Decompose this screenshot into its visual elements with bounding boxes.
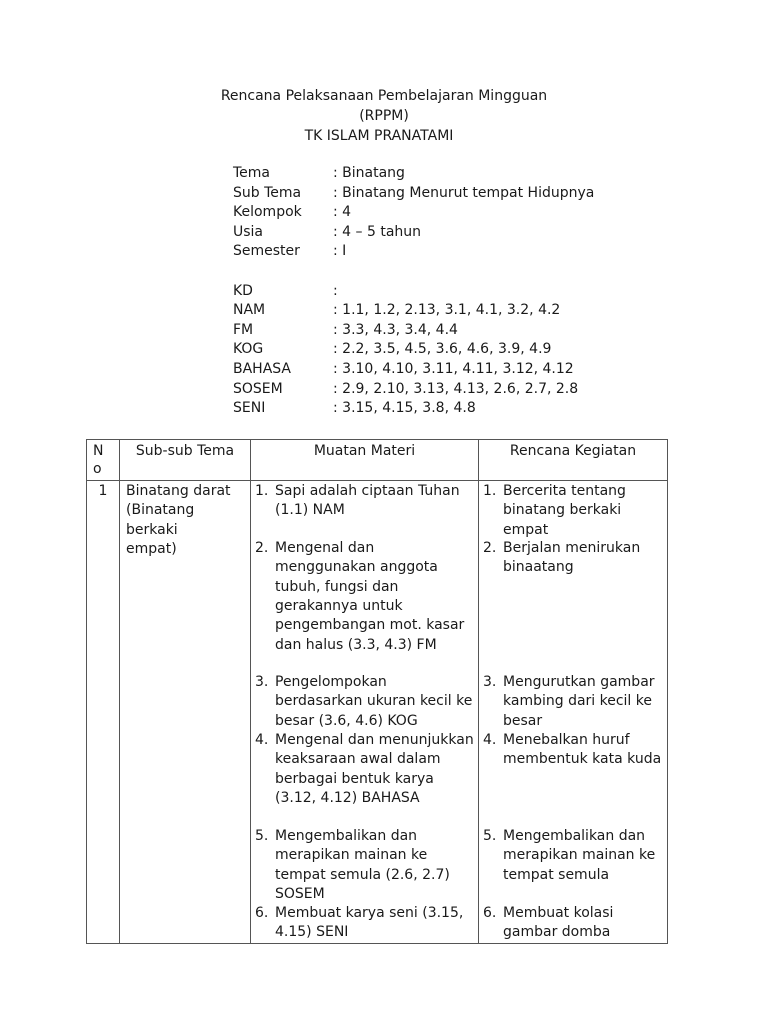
header-title: Rencana Pelaksanaan Pembelajaran Mingguan: [220, 88, 548, 104]
materi-text: Mengembalikan dan merapikan mainan ke tempat semula (2.6, 2.7) SOSEM: [275, 827, 450, 903]
kd-row: [233, 399, 594, 419]
info-value: : 4: [333, 204, 352, 221]
kd-key: SENI: [233, 400, 266, 417]
kegiatan-num: 2.: [483, 539, 497, 556]
kegiatan-item: [479, 673, 667, 731]
info-block: [233, 164, 594, 419]
materi-text: Mengenal dan menggunakan anggota tubuh, fungsi dan gerakannya untuk pengembangan mot. kasar dan halus (3.3, 4.3) FM: [275, 539, 465, 653]
kegiatan-item: [479, 539, 667, 673]
kd-row: [233, 321, 594, 341]
header-abbreviation: (RPPM): [359, 108, 409, 124]
materi-num: 2.: [255, 539, 269, 556]
info-key: Tema: [233, 165, 271, 181]
kd-value: :: [333, 282, 338, 299]
kegiatan-num: 3.: [483, 673, 497, 690]
materi-num: 6.: [255, 904, 269, 921]
kd-key: SOSEM: [233, 380, 283, 397]
kegiatan-text: Membuat kolasi gambar domba: [503, 904, 614, 941]
info-key: Usia: [233, 223, 264, 240]
info-value: : Binatang Menurut tempat Hidupnya: [333, 184, 595, 201]
kegiatan-num: 5.: [483, 827, 497, 844]
row-materi: [251, 480, 479, 943]
subtema-line: empat): [126, 541, 177, 558]
materi-text: Pengelompokan berdasarkan ukuran kecil ke besar (3.6, 4.6) KOG: [275, 673, 473, 729]
materi-item: [251, 482, 478, 539]
row-subtema: [120, 480, 251, 943]
kegiatan-text: Mengembalikan dan merapikan mainan ke tempat semula: [503, 827, 656, 883]
kd-value: : 3.3, 4.3, 3.4, 4.4: [333, 321, 458, 338]
header-no-line2: o: [93, 461, 102, 478]
kd-row: [233, 301, 594, 321]
kegiatan-text: Mengurutkan gambar kambing dari kecil ke besar: [503, 673, 655, 729]
materi-list: [251, 482, 478, 943]
kegiatan-text: Berjalan menirukan binaatang: [503, 539, 641, 576]
kd-row: [233, 282, 594, 302]
header-school-name: TK ISLAM PRANATAMI: [304, 128, 454, 144]
subtema-line: Binatang darat: [126, 482, 231, 499]
kd-key: BAHASA: [233, 360, 292, 377]
info-value: : I: [333, 243, 347, 260]
row-kegiatan: [479, 480, 668, 943]
kegiatan-item: [479, 482, 667, 539]
materi-item: [251, 539, 478, 673]
kd-value: : 3.15, 4.15, 3.8, 4.8: [333, 400, 476, 417]
kd-key: NAM: [233, 302, 266, 319]
subtema-line: (Binatang: [126, 502, 195, 519]
document-header: [0, 86, 768, 146]
materi-item: [251, 904, 478, 943]
info-key: Kelompok: [233, 204, 302, 221]
materi-item: [251, 673, 478, 731]
table-header-row: [87, 440, 668, 481]
kd-value: : 3.10, 4.10, 3.11, 4.11, 3.12, 4.12: [333, 360, 574, 377]
table-row: [87, 480, 668, 943]
materi-item: [251, 827, 478, 904]
info-row: [233, 184, 594, 204]
header-no: [87, 440, 120, 481]
kegiatan-num: 6.: [483, 904, 497, 921]
info-key: Sub Tema: [233, 184, 302, 201]
info-key: Semester: [233, 243, 300, 260]
info-row: [233, 203, 594, 223]
kegiatan-text: Bercerita tentang binatang berkaki empat: [503, 482, 626, 538]
kegiatan-item: [479, 731, 667, 827]
header-kegiatan: Rencana Kegiatan: [479, 440, 668, 481]
header-no-line1: N: [93, 443, 104, 459]
materi-item: [251, 731, 478, 827]
kegiatan-num: 4.: [483, 731, 497, 748]
kegiatan-num: 1.: [483, 482, 497, 499]
info-row: [233, 223, 594, 243]
materi-text: Membuat karya seni (3.15, 4.15) SENI: [275, 904, 464, 941]
info-row: [233, 242, 594, 262]
kd-row: [233, 360, 594, 380]
info-row: [233, 164, 594, 184]
materi-num: 1.: [255, 482, 269, 499]
info-value: : 4 – 5 tahun: [333, 223, 422, 240]
rppm-table: [86, 439, 668, 944]
info-value: : Binatang: [333, 165, 405, 181]
materi-text: Sapi adalah ciptaan Tuhan (1.1) NAM: [275, 482, 460, 519]
materi-text: Mengenal dan menunjukkan keaksaraan awal dalam berbagai bentuk karya (3.12, 4.12) BAHASA: [275, 731, 474, 807]
kd-value: : 2.9, 2.10, 3.13, 4.13, 2.6, 2.7, 2.8: [333, 380, 579, 397]
kd-key: KOG: [233, 341, 264, 358]
materi-num: 4.: [255, 731, 269, 748]
kegiatan-list: [479, 482, 667, 943]
header-materi: Muatan Materi: [251, 440, 479, 481]
materi-num: 5.: [255, 827, 269, 844]
kd-value: : 1.1, 1.2, 2.13, 3.1, 4.1, 3.2, 4.2: [333, 302, 561, 319]
kd-key: KD: [233, 282, 253, 299]
kd-key: FM: [233, 321, 254, 338]
kd-row: [233, 380, 594, 400]
kd-row: [233, 340, 594, 360]
kegiatan-item: [479, 904, 667, 943]
kd-value: : 2.2, 3.5, 4.5, 3.6, 4.6, 3.9, 4.9: [333, 341, 552, 358]
kegiatan-item: [479, 827, 667, 904]
materi-num: 3.: [255, 673, 269, 690]
subtema-line: berkaki: [126, 521, 178, 538]
kegiatan-text: Menebalkan huruf membentuk kata kuda: [503, 731, 662, 768]
row-number: 1: [87, 480, 120, 943]
header-subtema: Sub-sub Tema: [120, 440, 251, 481]
